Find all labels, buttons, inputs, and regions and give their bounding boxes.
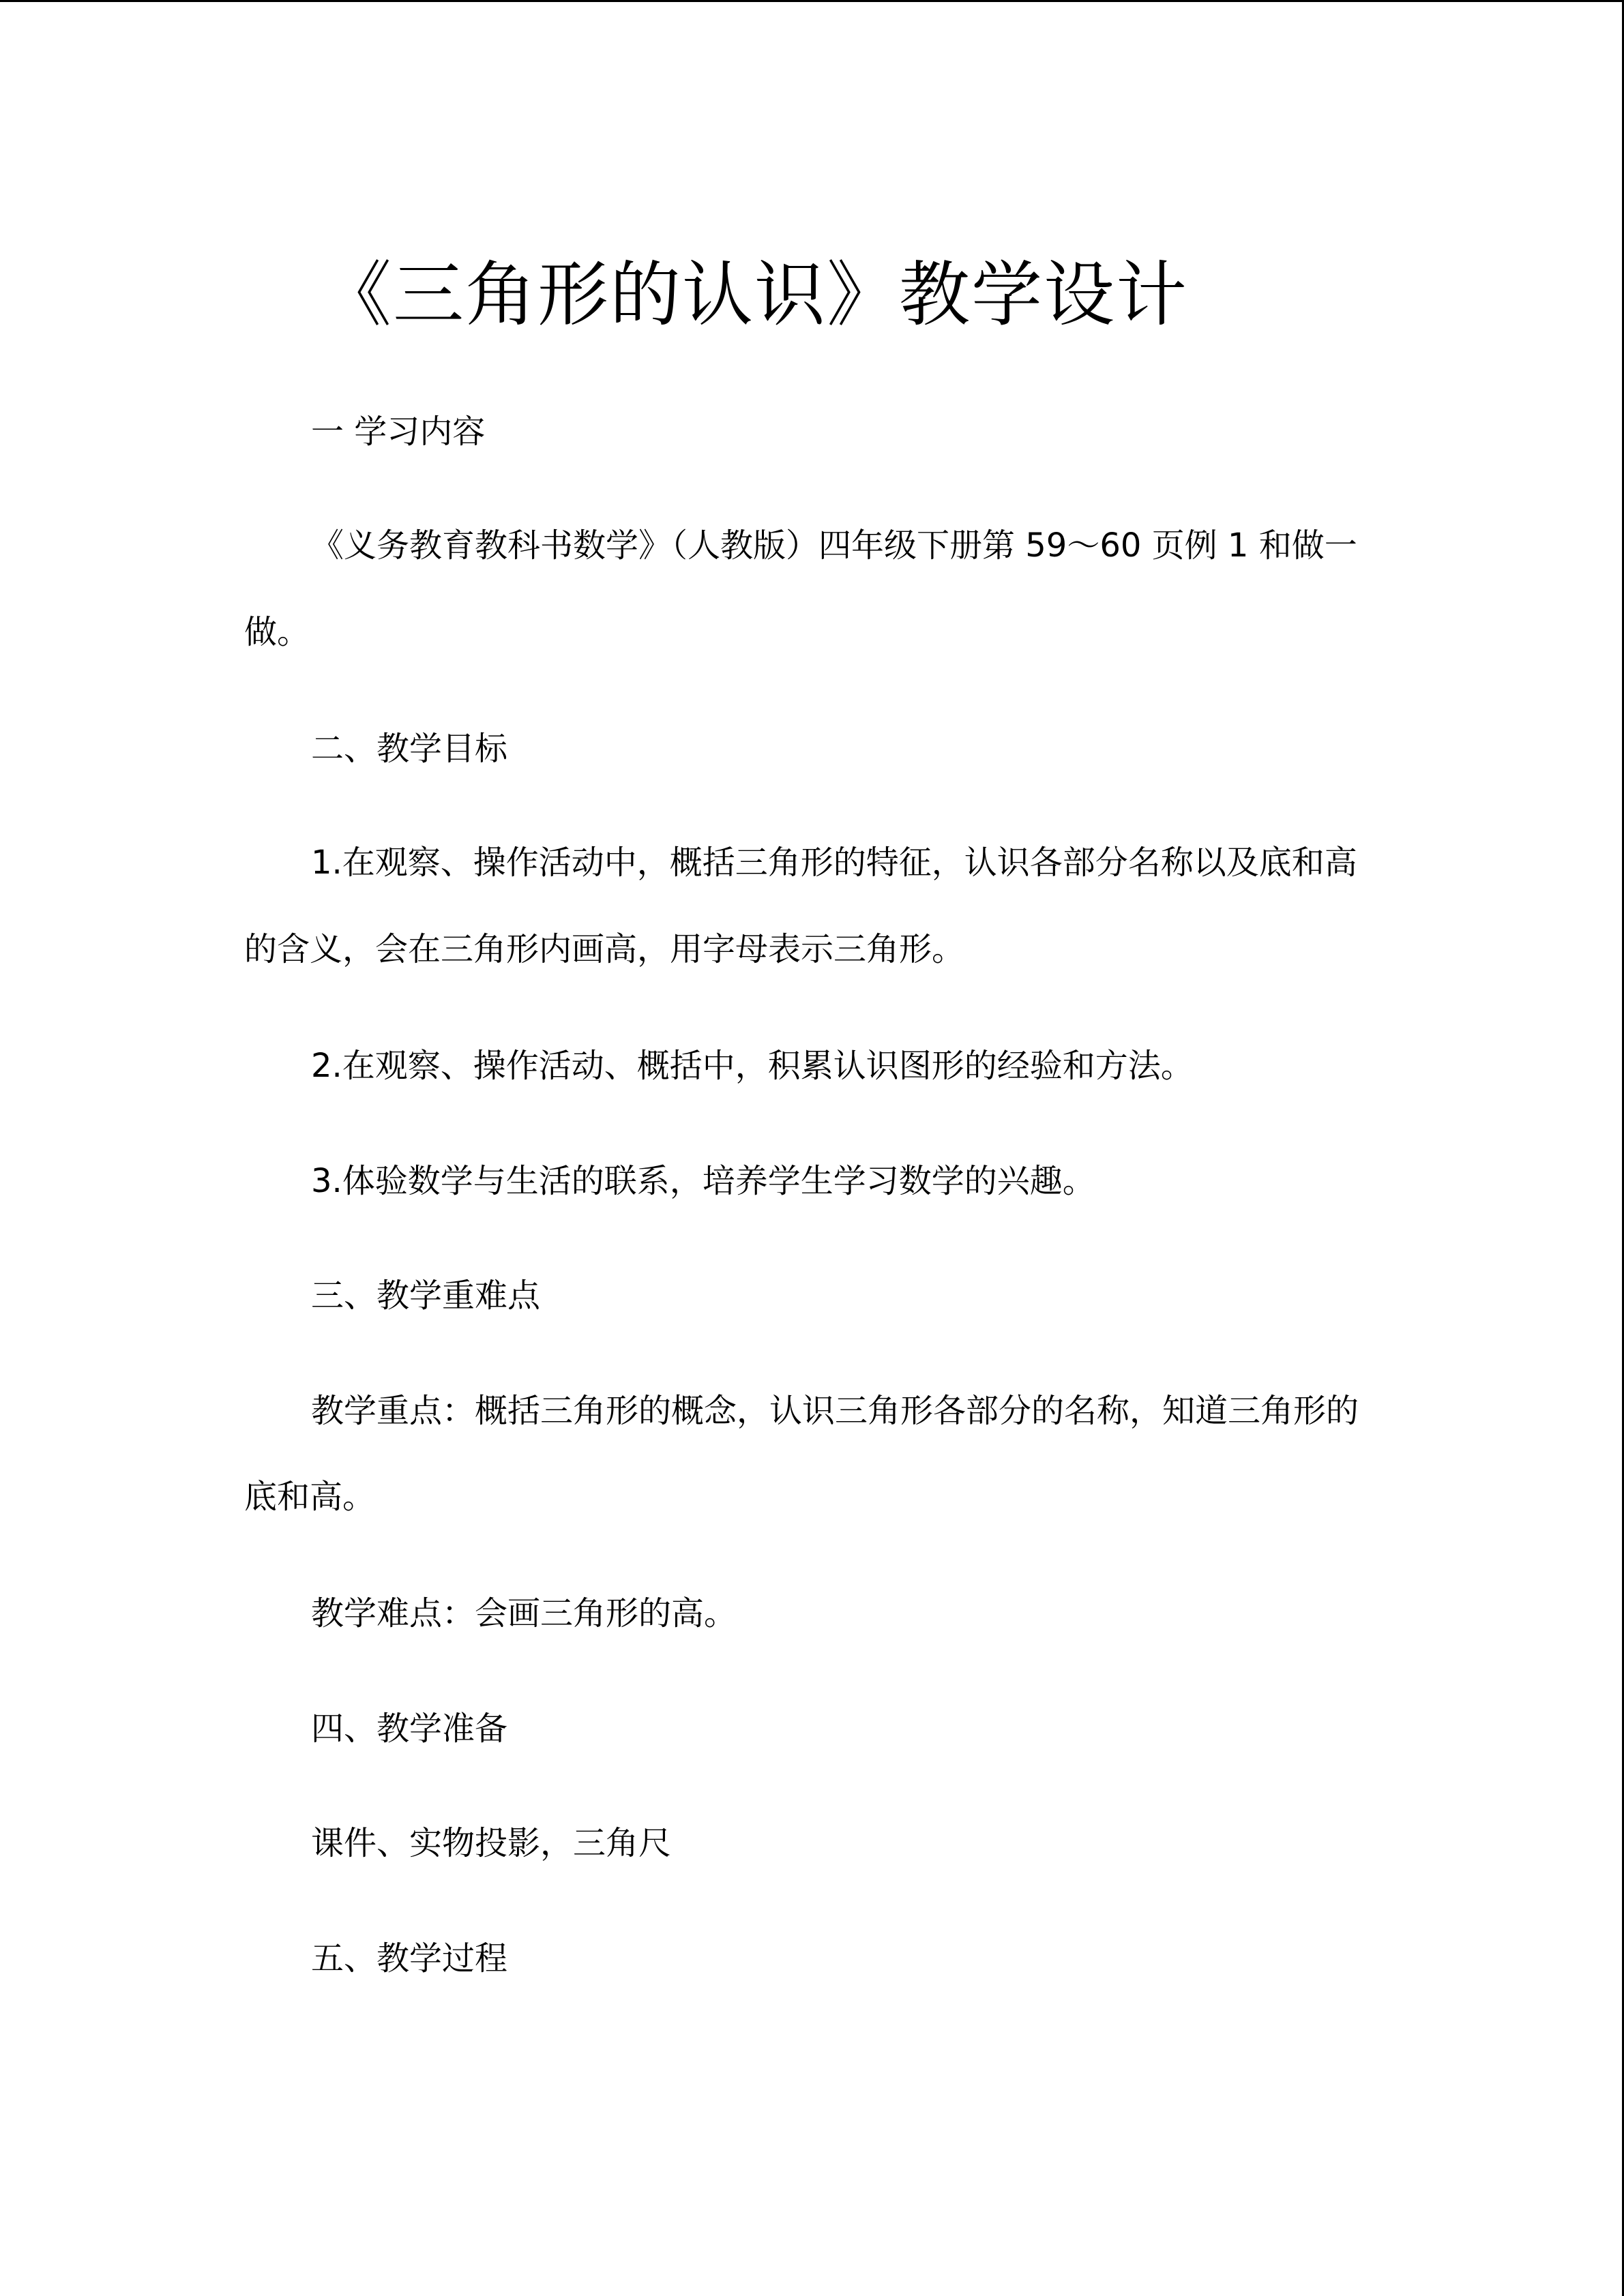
- section-heading-teaching-process: 五、教学过程: [311, 1939, 508, 1978]
- goal-2: 2.在观察、操作活动、概括中，积累认识图形的经验和方法。: [311, 1047, 1194, 1085]
- section-heading-learning-content: 一 学习内容: [311, 413, 486, 451]
- goal-1-line-1: 1.在观察、操作活动中，概括三角形的特征，认识各部分名称以及底和高: [311, 844, 1357, 882]
- learning-content-line-2: 做。: [244, 613, 310, 651]
- section-heading-teaching-preparation: 四、教学准备: [311, 1710, 508, 1748]
- teaching-materials: 课件、实物投影，三角尺: [311, 1824, 672, 1862]
- goal-3: 3.体验数学与生活的联系，培养学生学习数学的兴趣。: [311, 1162, 1095, 1200]
- section-heading-key-difficult-points: 三、教学重难点: [311, 1277, 541, 1315]
- key-point-line-1: 教学重点：概括三角形的概念，认识三角形各部分的名称，知道三角形的: [311, 1392, 1359, 1430]
- key-point-line-2: 底和高。: [244, 1478, 376, 1516]
- learning-content-line-1: 《义务教育教科书数学》（人教版）四年级下册第 59～60 页例 1 和做一: [311, 526, 1357, 565]
- goal-1-line-2: 的含义，会在三角形内画高，用字母表示三角形。: [244, 930, 965, 968]
- page-border-top: [0, 0, 1624, 2]
- section-heading-teaching-goals: 二、教学目标: [311, 730, 508, 768]
- difficult-point: 教学难点：会画三角形的高。: [311, 1594, 737, 1632]
- document-title: 《三角形的认识》教学设计: [321, 253, 1189, 336]
